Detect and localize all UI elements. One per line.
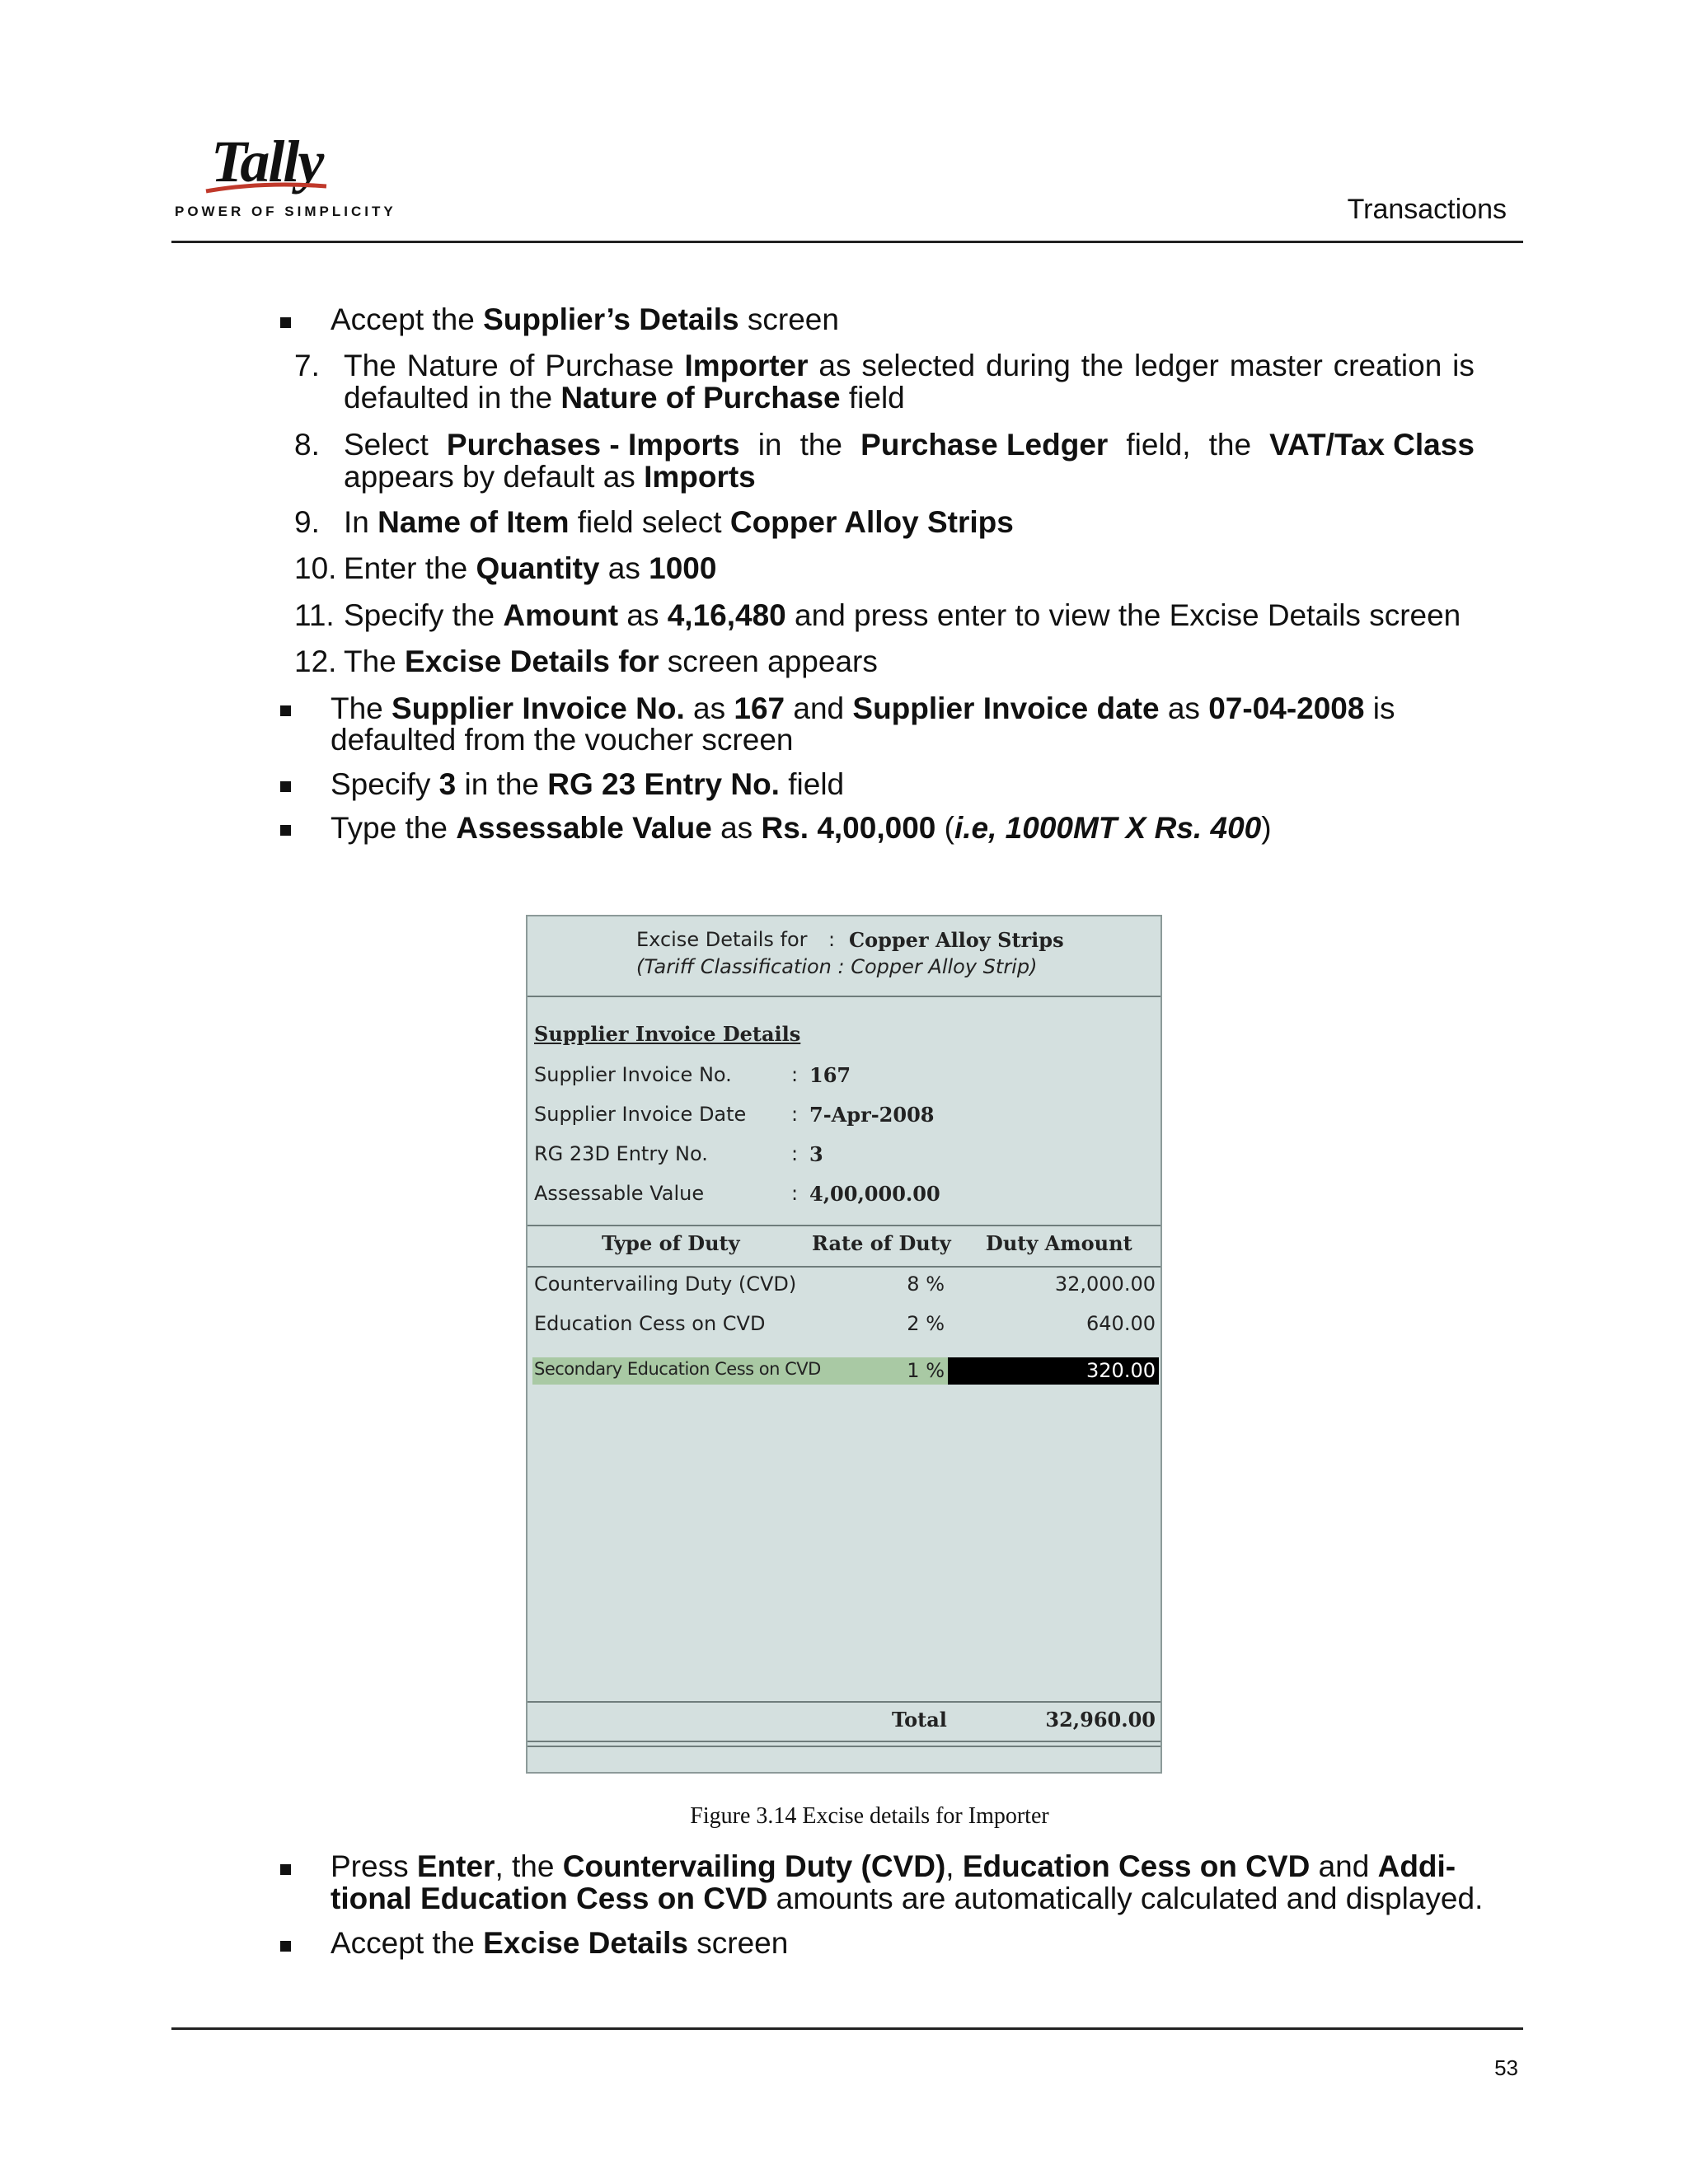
bullet-icon [280, 825, 291, 836]
excise-details-screenshot [526, 915, 1162, 1774]
field-value[interactable]: 4,00,000.00 [809, 1182, 940, 1206]
duty-type: Education Cess on CVD [534, 1312, 766, 1335]
panel-title-label: Excise Details for [636, 928, 808, 951]
field-label: Supplier Invoice No. [534, 1063, 732, 1086]
logo-tagline: POWER OF SIMPLICITY [175, 204, 396, 219]
column-header-amount: Duty Amount [986, 1231, 1132, 1255]
figure-caption: Figure 3.14 Excise details for Importer [690, 1803, 1049, 1829]
bullet-icon [280, 1941, 291, 1952]
step-11: Specify the Amount as 4,16,480 and press enter to view the Excise Details screen [344, 598, 1461, 632]
duty-rate: 8 % [907, 1272, 945, 1296]
duty-amount[interactable]: 320.00 [1086, 1359, 1156, 1382]
field-sep: : [791, 1182, 799, 1205]
step-press-enter-line-2: tional Education Cess on CVD amounts are automatically calculated and displayed. [331, 1882, 1484, 1915]
step-supplier-invoice: The Supplier Invoice No. as 167 and Supplier Invoice date as 07-04-2008 is [331, 691, 1395, 725]
bullet-icon [280, 1864, 291, 1875]
tally-logo: Tally [211, 129, 323, 194]
step-supplier-invoice-line-2: defaulted from the voucher screen [331, 723, 794, 757]
step-12: The Excise Details for screen appears [344, 644, 878, 678]
bullet-icon [280, 705, 291, 716]
section-title: Transactions [1347, 194, 1507, 225]
duty-amount[interactable]: 32,000.00 [1054, 1272, 1156, 1296]
field-label: RG 23D Entry No. [534, 1142, 708, 1165]
field-label: Supplier Invoice Date [534, 1103, 747, 1126]
header-rule [171, 241, 1523, 243]
duty-type: Secondary Education Cess on CVD [534, 1359, 821, 1379]
column-header-type: Type of Duty [602, 1231, 740, 1255]
step-accept-excise: Accept the Excise Details screen [331, 1926, 789, 1960]
step-10: Enter the Quantity as 1000 [344, 551, 717, 585]
duty-type: Countervailing Duty (CVD) [534, 1272, 797, 1296]
step-number: 12. [294, 644, 337, 678]
field-sep: : [791, 1142, 799, 1165]
panel-divider [528, 996, 1160, 997]
field-sep: : [791, 1103, 799, 1126]
tariff-classification: (Tariff Classification : Copper Alloy Strip) [636, 955, 1038, 978]
field-value[interactable]: 7-Apr-2008 [809, 1103, 935, 1127]
step-accept-supplier: Accept the Supplier’s Details screen [331, 302, 839, 336]
duty-rate: 2 % [907, 1312, 945, 1335]
field-value[interactable]: 3 [809, 1142, 823, 1166]
step-rg23-entry: Specify 3 in the RG 23 Entry No. field [331, 767, 845, 801]
bullet-icon [280, 317, 291, 328]
step-assessable-value: Type the Assessable Value as Rs. 4,00,000 (i.e, 1000MT X Rs. 400) [331, 811, 1272, 845]
step-number: 10. [294, 551, 337, 585]
step-8-line-2: appears by default as Imports [344, 460, 756, 494]
step-7-line-2: defaulted in the Nature of Purchase field [344, 381, 905, 415]
step-number: 9. [294, 505, 320, 539]
supplier-invoice-heading: Supplier Invoice Details [534, 1022, 801, 1046]
panel-title-sep: : [828, 928, 836, 951]
panel-divider [528, 1225, 1160, 1226]
panel-item-name: Copper Alloy Strips [849, 928, 1064, 952]
step-8-line-1: Select Purchases - Imports in the Purchase Ledger field, the VAT/Tax Class [344, 428, 1475, 462]
field-label: Assessable Value [534, 1182, 705, 1205]
step-press-enter: Press Enter, the Countervailing Duty (CVD), Education Cess on CVD and Addi- [331, 1849, 1456, 1883]
total-value: 32,960.00 [1045, 1708, 1156, 1732]
duty-rate: 1 % [907, 1359, 945, 1382]
column-header-rate: Rate of Duty [812, 1231, 951, 1255]
duty-amount[interactable]: 640.00 [1086, 1312, 1156, 1335]
bullet-icon [280, 781, 291, 792]
field-sep: : [791, 1063, 799, 1086]
footer-rule [171, 2027, 1523, 2030]
step-9: In Name of Item field select Copper Alloy Strips [344, 505, 1014, 539]
logo-swoosh-icon [204, 180, 328, 196]
step-number: 11. [294, 598, 335, 632]
step-number: 8. [294, 428, 320, 462]
field-value[interactable]: 167 [809, 1063, 851, 1087]
panel-divider [528, 1266, 1160, 1268]
panel-divider [528, 1746, 1160, 1747]
panel-divider [528, 1701, 1160, 1703]
total-label: Total [892, 1708, 947, 1732]
step-number: 7. [294, 349, 320, 382]
page-number: 53 [1494, 2055, 1518, 2080]
step-7-line-1: The Nature of Purchase Importer as selected during the ledger master creation is [344, 349, 1475, 382]
panel-divider [528, 1741, 1160, 1742]
